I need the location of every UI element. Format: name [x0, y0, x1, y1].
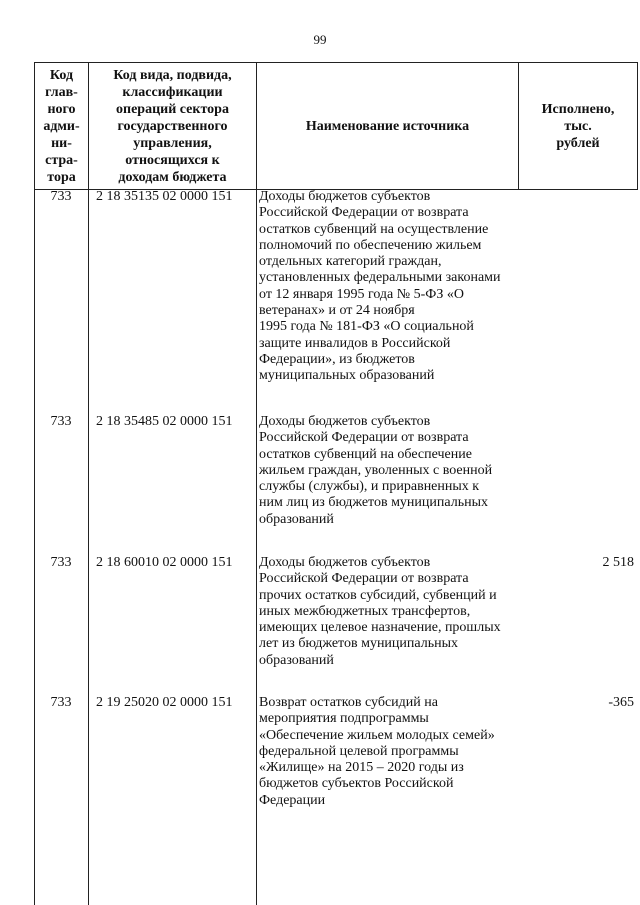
admin-code-cell: 733: [50, 189, 72, 204]
header-classification-code: [89, 63, 256, 189]
budget-table: [34, 62, 638, 905]
admin-code-cell: 733: [50, 555, 72, 570]
header-classification-code-text: Код вида, подвида, классификации операций сектора государственного управления, относящихся к доходам бюджета: [113, 67, 232, 185]
classification-code-cell: 2 18 35135 02 0000 151: [96, 189, 233, 204]
page-number: 99: [313, 32, 327, 47]
amount-cell: -365: [608, 695, 634, 710]
table-border-right: [637, 62, 638, 190]
header-admin-code: [35, 63, 88, 189]
source-name-cell: Доходы бюджетов субъектов Российской Федерации от возврата остатков субвенций на осуществление полномочий по обеспечению жильем отдельных категорий граждан, установленных федеральными законами от 12 января 1995 года № 5-ФЗ «О ветеранах» и от 24 ноября 1995 года № 181-ФЗ «О социальной защите инвалидов в Российской Федерации», из бюджетов муниципальных образований: [259, 189, 501, 384]
amount-cell: 2 518: [602, 555, 634, 570]
classification-code-cell: 2 18 35485 02 0000 151: [96, 414, 233, 429]
classification-code-cell: 2 19 25020 02 0000 151: [96, 695, 233, 710]
header-source-name-text: Наименование источника: [305, 118, 470, 134]
admin-code-cell: 733: [50, 695, 72, 710]
header-amount-text: Исполнено, тыс. рублей: [541, 101, 615, 151]
source-name-cell: Доходы бюджетов субъектов Российской Федерации от возврата остатков субвенций на обеспечение жильем граждан, уволенных с военной службы (службы), и приравненных к ним лиц из бюджетов муниципальных образований: [259, 414, 493, 527]
admin-code-cell: 733: [50, 414, 72, 429]
header-source-name: [257, 63, 518, 189]
source-name-cell: Доходы бюджетов субъектов Российской Федерации от возврата прочих остатков субсидий, субвенций и иных межбюджетных трансфертов, имеющих целевое назначение, прошлых лет из бюджетов муниципальных образований: [259, 555, 501, 668]
header-admin-code-text: Код глав- ного адми- ни- стра- тора: [43, 67, 80, 185]
classification-code-cell: 2 18 60010 02 0000 151: [96, 555, 233, 570]
source-name-cell: Возврат остатков субсидий на мероприятия подпрограммы «Обеспечение жильем молодых семей» федеральной целевой программы «Жилище» на 2015 – 2020 годы из бюджетов субъектов Российской Федерации: [259, 695, 495, 808]
header-amount: [519, 63, 637, 189]
